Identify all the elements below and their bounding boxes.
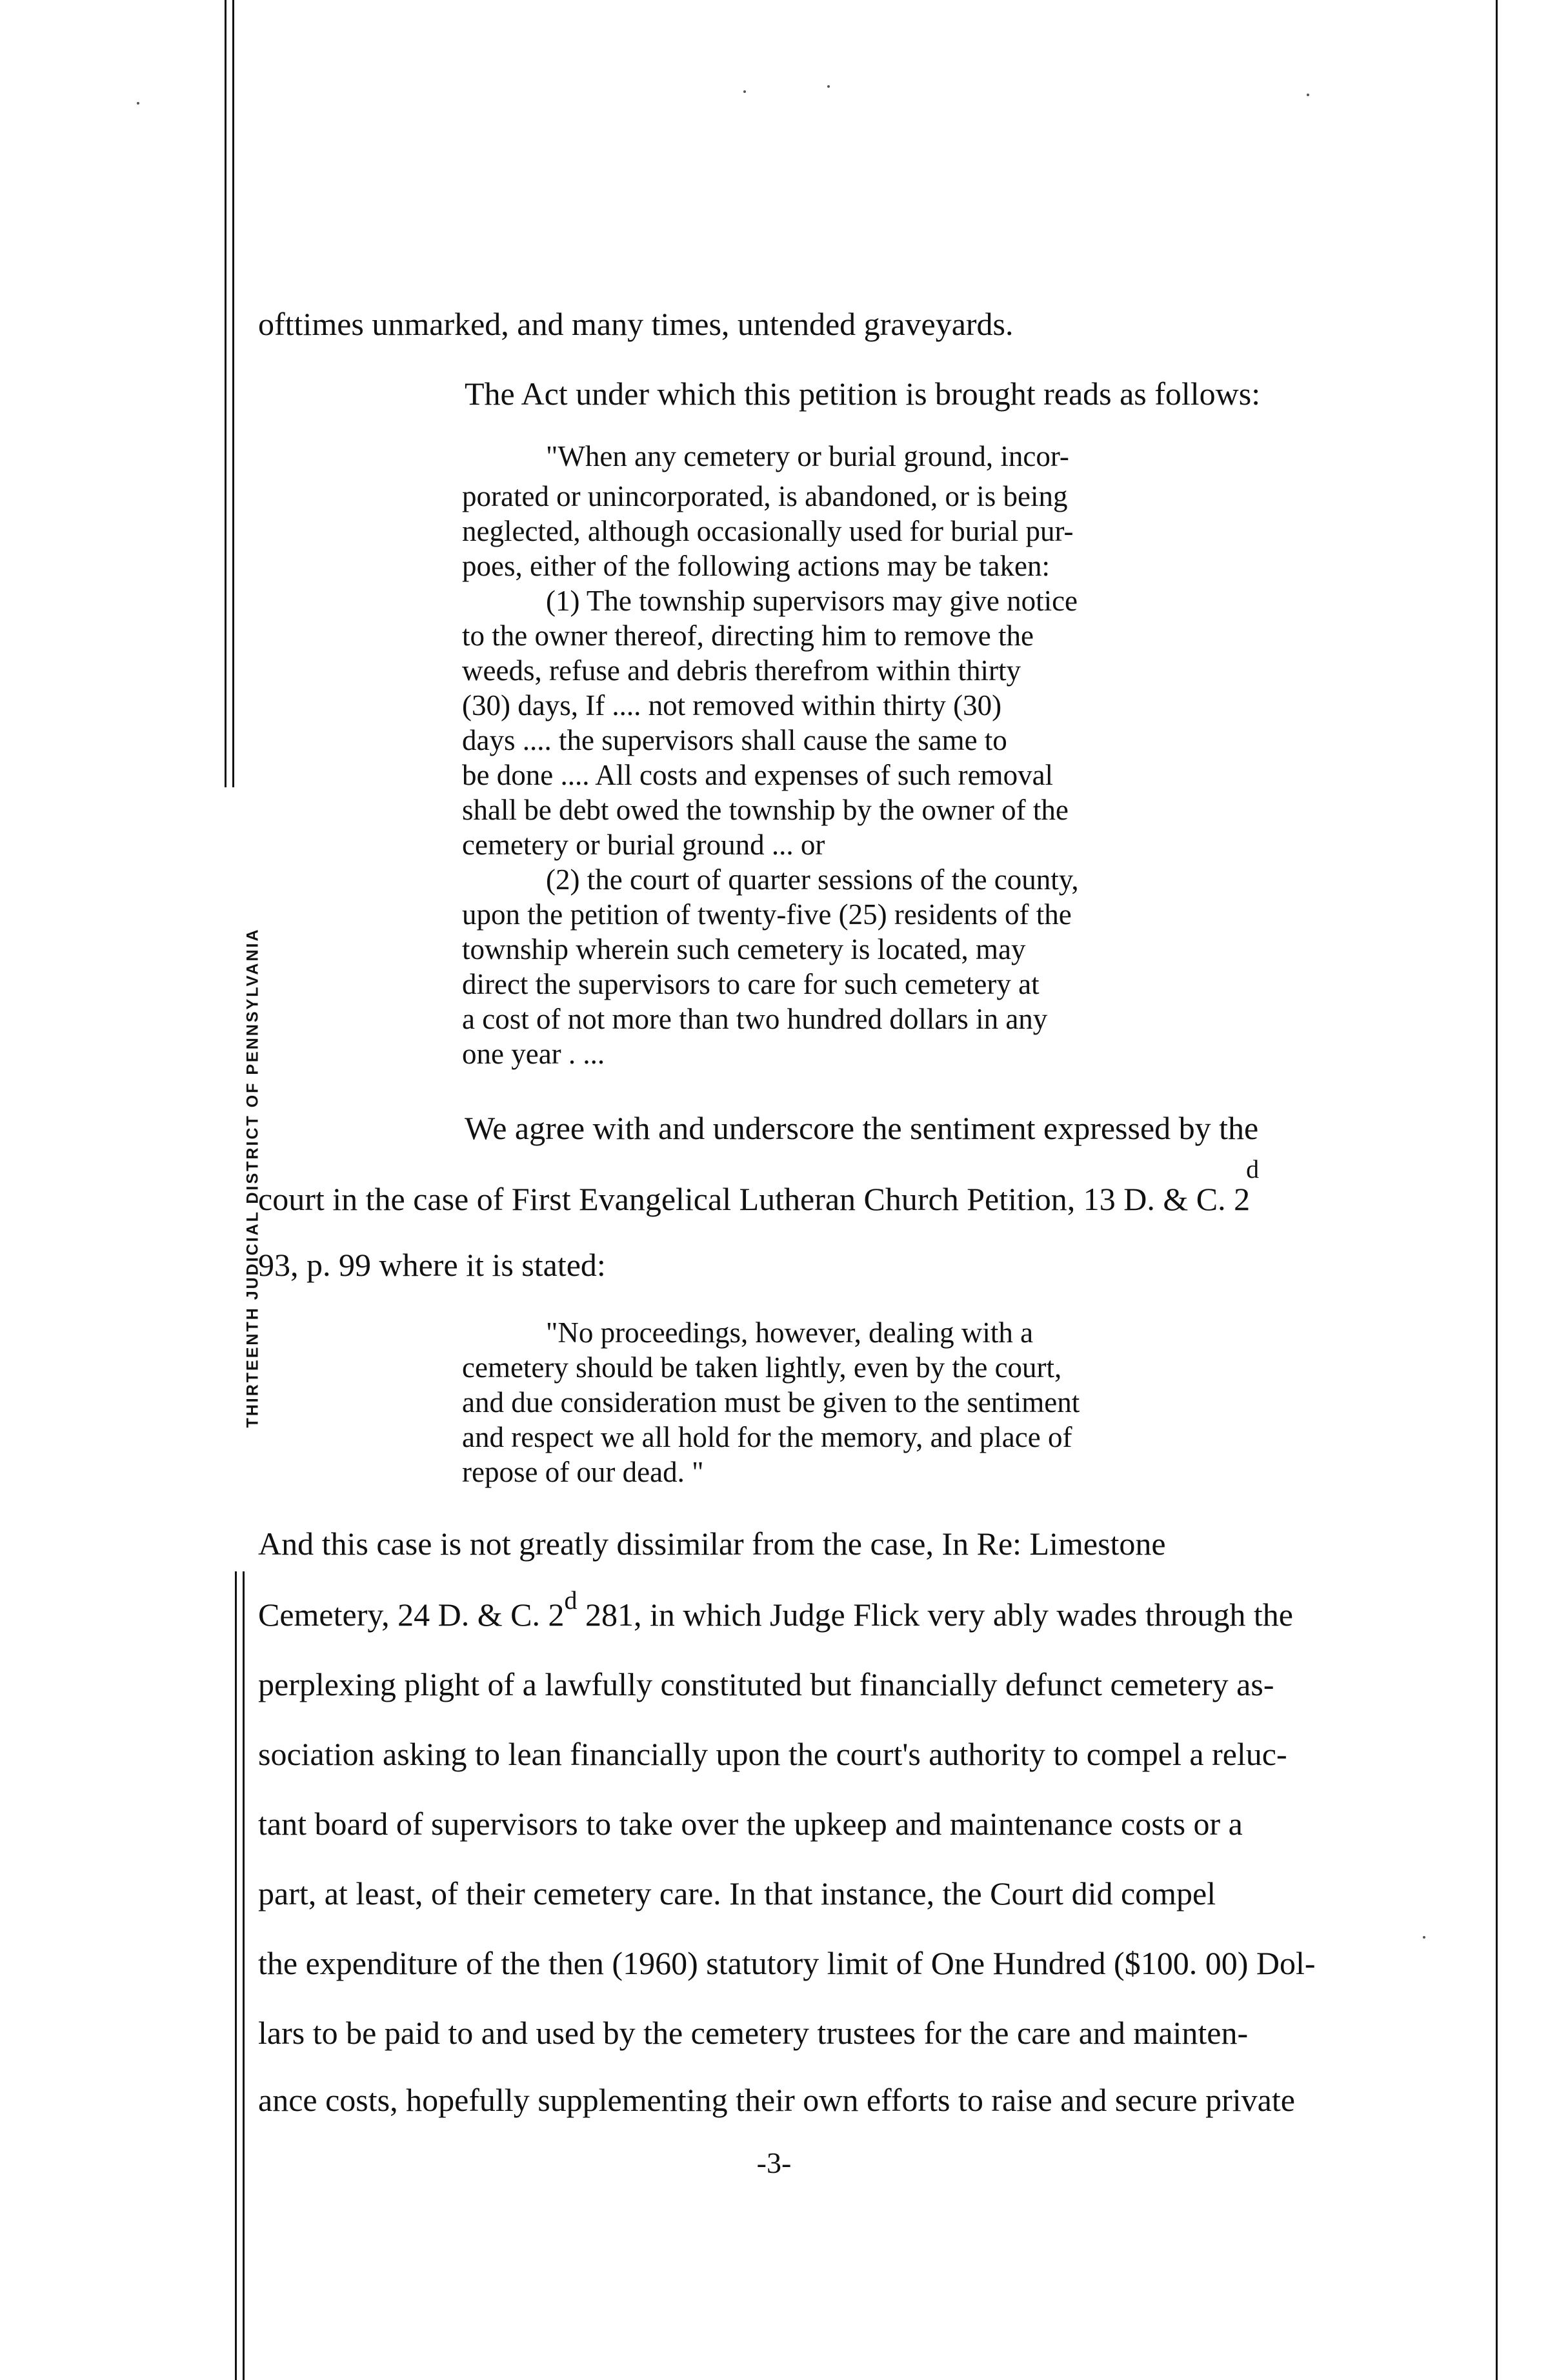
act-quote-line: "When any cemetery or burial ground, incor- [546,440,1069,472]
act-quote-line: weeds, refuse and debris therefrom within thirty [462,654,1021,687]
left-margin-rule-lower-outer [235,1571,237,2380]
act-intro-line: The Act under which this petition is brought reads as follows: [465,376,1261,412]
act-quote-line: township wherein such cemetery is located, may [462,933,1026,965]
page-number: -3- [756,2146,792,2179]
limestone-line: tant board of supervisors to take over the upkeep and maintenance costs or a [258,1806,1243,1842]
act-quote-line: to the owner thereof, directing him to remove the [462,620,1034,652]
citation-superscript: d [564,1586,578,1615]
scan-speck [743,90,746,93]
court-quote-line: repose of our dead. " [462,1456,704,1488]
court-quote-line: "No proceedings, however, dealing with a [546,1316,1034,1349]
limestone-citation-text: Cemetery, 24 D. & C. 2 [258,1597,565,1633]
act-quote-line: (2) the court of quarter sessions of the county, [546,863,1079,896]
act-quote-line: one year . ... [462,1038,605,1070]
court-quote-line: and respect we all hold for the memory, and place of [462,1421,1072,1453]
court-quote-line: and due consideration must be given to the sentiment [462,1386,1080,1418]
limestone-line: ance costs, hopefully supplementing their own efforts to raise and secure private [258,2082,1295,2118]
limestone-line [258,1586,1510,1637]
left-margin-rule-inner [232,0,234,787]
limestone-line: perplexing plight of a lawfully constituted but financially defunct cemetery as- [258,1666,1274,1702]
scan-speck [827,85,830,88]
limestone-citation-rest: 281, in which Judge Flick very ably wades through the [577,1597,1293,1633]
limestone-line: And this case is not greatly dissimilar from the case, In Re: Limestone [258,1526,1166,1562]
act-quote-line: upon the petition of twenty-five (25) residents of the [462,898,1072,931]
agree-citation-text: court in the case of First Evangelical Lutheran Church Petition, 13 D. & C. 2 [258,1181,1251,1217]
court-district-label: THIRTEENTH JUDICIAL DISTRICT OF PENNSYLVANIA [243,927,262,1428]
act-quote-line: neglected, although occasionally used for burial pur- [462,515,1074,547]
scan-speck [1307,94,1309,96]
act-quote-line: a cost of not more than two hundred dollars in any [462,1003,1048,1035]
opening-line: ofttimes unmarked, and many times, untended graveyards. [258,306,1014,342]
court-district-sidebar [240,897,266,1458]
act-quote-line: (30) days, If .... not removed within thirty (30) [462,689,1002,721]
left-margin-rule-outer [225,0,226,787]
act-quote-line: porated or unincorporated, is abandoned, or is being [462,480,1068,512]
limestone-line: part, at least, of their cemetery care. In that instance, the Court did compel [258,1875,1216,1911]
act-quote-line: cemetery or burial ground ... or [462,829,825,861]
agree-line [258,1155,1510,1221]
limestone-line: sociation asking to lean financially upon the court's authority to compel a reluc- [258,1736,1287,1772]
act-quote-line: direct the supervisors to care for such cemetery at [462,968,1040,1000]
act-quote-line: poes, either of the following actions may be taken: [462,550,1050,582]
court-quote-line: cemetery should be taken lightly, even by the court, [462,1351,1062,1384]
scan-speck [1423,1936,1425,1939]
act-quote-line: shall be debt owed the township by the owner of the [462,794,1069,826]
act-quote-line: (1) The township supervisors may give notice [546,585,1078,617]
left-margin-rule-lower-inner [243,1571,245,2380]
limestone-line: the expenditure of the then (1960) statutory limit of One Hundred ($100. 00) Dol- [258,1945,1316,1981]
limestone-line: lars to be paid to and used by the cemetery trustees for the care and mainten- [258,2015,1249,2051]
citation-superscript: d [1246,1155,1260,1184]
act-quote-line: be done .... All costs and expenses of such removal [462,759,1054,791]
agree-line: 93, p. 99 where it is stated: [258,1247,606,1283]
act-quote-line: days .... the supervisors shall cause the same to [462,724,1007,756]
agree-line: We agree with and underscore the sentiment expressed by the [465,1110,1259,1146]
scan-speck [137,102,139,105]
